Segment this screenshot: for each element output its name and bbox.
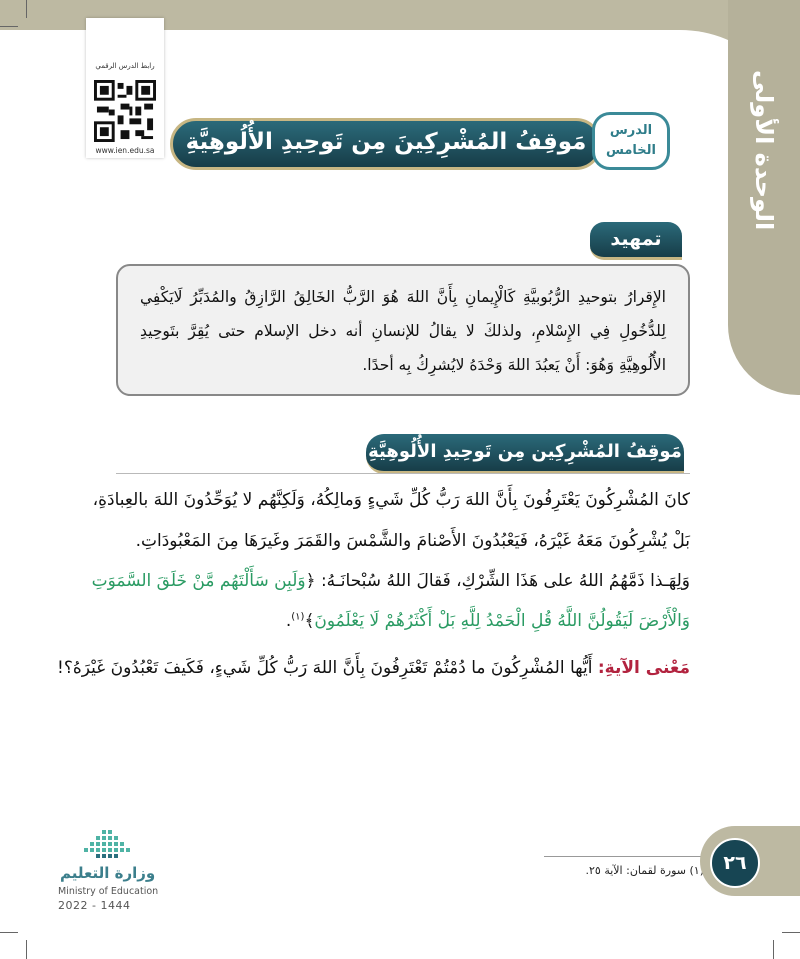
- lesson-badge-line2: الخامس: [605, 143, 656, 158]
- body-line-3-text: وَلِهَـذا ذَمَّهُمُ اللهُ على هَذَا الشِّرْكِ، فَقالَ اللهُ سُبْحانَـهُ: ﴿: [305, 571, 690, 591]
- footnote: ١) سورة لقمان: الآية ٢٥.: [585, 864, 700, 877]
- section-divider: [116, 473, 690, 474]
- crop-mark: [782, 932, 800, 933]
- lesson-badge: [592, 112, 670, 170]
- crop-mark: [26, 940, 27, 959]
- footnote-ref: (١): [291, 611, 305, 623]
- body-line-4: [100, 610, 690, 631]
- lesson-title-banner: [170, 118, 602, 170]
- crop-mark: [0, 932, 18, 933]
- ministry-name-ar: وزارة التعليم: [60, 864, 156, 882]
- unit-title: الوحدة الأولى: [750, 70, 778, 231]
- qr-code-icon[interactable]: [94, 80, 156, 142]
- crop-mark: [0, 26, 18, 27]
- qr-url[interactable]: www.ien.edu.sa: [95, 146, 155, 155]
- footnote-divider: [544, 856, 712, 857]
- verse-meaning: [57, 658, 690, 678]
- page-number: ٢٦: [710, 838, 760, 888]
- body-line-2: بَلْ يُشْرِكُونَ مَعَهُ غَيْرَهُ، فَيَعْبُدُونَ الأَصْنامَ والشَّمْسَ والقَمَرَ وغَيرَهَا مِنَ المَعْبُودَاتِ.: [135, 531, 690, 551]
- qr-caption: رابط الدرس الرقمي: [95, 62, 155, 70]
- lesson-title: مَوقِفُ المُشْرِكِينَ مِن تَوحِيدِ الأُلُوهِيَّةِ: [185, 129, 587, 155]
- crop-mark: [773, 940, 774, 959]
- intro-box: [116, 264, 690, 396]
- ministry-logo-icon: [82, 830, 134, 860]
- ministry-year: 2022 - 1444: [58, 899, 131, 912]
- lesson-badge-line1: الدرس: [609, 123, 653, 138]
- verse-dot: .: [285, 611, 292, 631]
- crop-mark: [26, 0, 27, 18]
- verse-part-2: وَالْأَرْضَ لَيَقُولُنَّ اللَّهُ قُلِ الْحَمْدُ لِلَّهِ بَلْ أَكْثَرُهُمْ لَا يَعْلَمُونَ: [314, 611, 690, 631]
- intro-text: الإِقرارُ بتوحيدِ الرُّبُوبيَّةِ كَالْإِيمانِ بِأَنَّ اللهَ هُوَ الرَّبُّ الخَالِقُ الرَّازِقُ والمُدَبِّرُ لَايَكْفِي لِلدُّخُولِ فِي الإِسْلامِ، ولذلكَ لا يقالُ للإنسانِ أنه دخل الإسلام حتى يُقِرَّ بتَوحِيدِ الأُلُوهِيَّةِ وَهُوَ: أَنْ يَعبُدَ اللهَ وَحْدَهُ لايُشرِكُ بِه أحدًا.: [140, 288, 666, 374]
- verse-close: ﴾: [304, 611, 315, 631]
- ministry-name-en: Ministry of Education: [58, 886, 159, 897]
- qr-card[interactable]: [86, 18, 164, 158]
- verse-part-1: وَلَبِن سَأَلْتَهُم مَّنْ خَلَقَ السَّمَوَتِ: [91, 571, 306, 591]
- meaning-label: مَعْنى الآيةِ:: [597, 658, 690, 678]
- meaning-text: أَيُّها المُشْرِكُونَ ما دُمْتُمْ تَعْتَرِفُونَ بِأَنَّ اللهَ رَبُّ كُلِّ شَيءٍ، فَكَيفَ تَعْبُدُونَ غَيْرَهُ؟!: [57, 658, 593, 678]
- body-line-3: [91, 570, 690, 591]
- section-heading: مَوقِفُ المُشْرِكِين مِن تَوحِيدِ الأُلُوهِيَّةِ: [366, 434, 684, 474]
- body-line-1: كانَ المُشْرِكُونَ يَعْتَرِفُونَ بِأَنَّ اللهَ رَبُّ كُلِّ شَيءٍ وَمالِكُهُ، وَلَكِنَّهُم لا يُوَحِّدُونَ اللهَ بالعِبادَةِ،: [92, 490, 690, 510]
- intro-heading: تمهيد: [590, 222, 682, 260]
